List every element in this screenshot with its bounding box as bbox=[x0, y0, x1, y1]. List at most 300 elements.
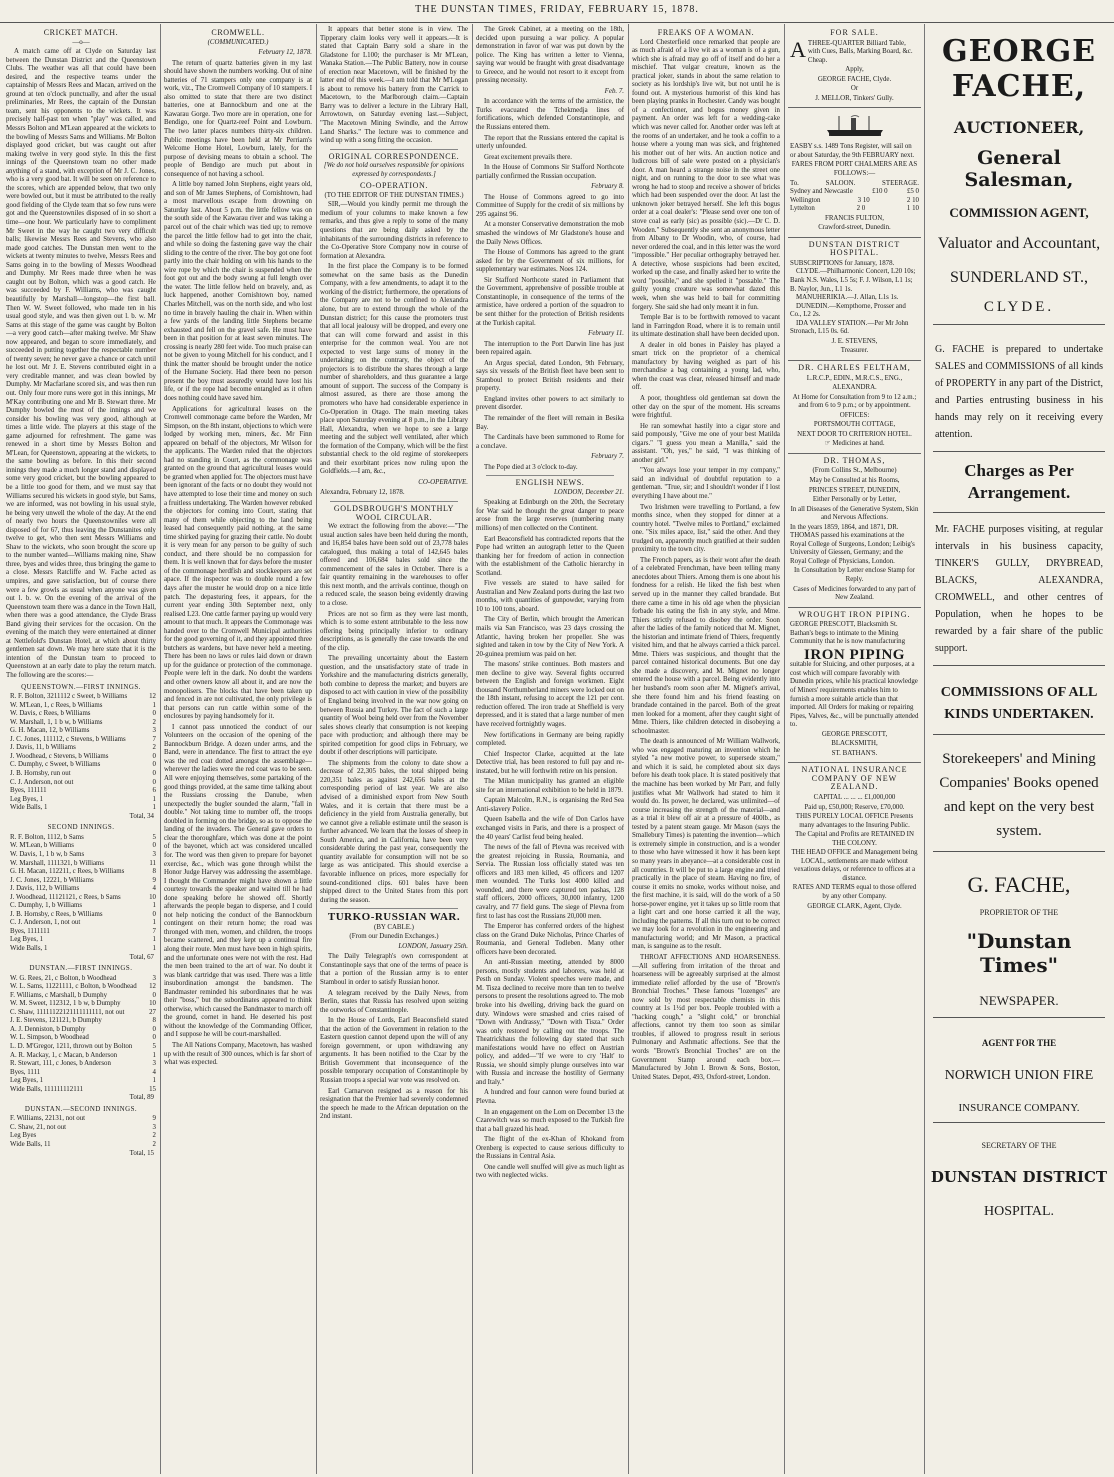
score-row bbox=[6, 1043, 156, 1052]
paragraph: The All Nations Company, Macetown, has washed up with the result of 300 ounces, which is far short of what was expected. bbox=[164, 1041, 312, 1067]
paragraph: Lord Chesterfield once remarked that people are as much afraid of a live wit as a woman is of a gun, which she is afraid may go off of itself and do her a mischief. That vulgar creature, known as the practical joker, stands in about the same relation to society as his lordship's live wit, but not until he is found out. A mysterious humorist of this kind has been playing pranks in Rochester. Candy was bought of a confectioner, and bogus money given in payment. An order was left for a wedding-cake which was never called for. Another order was left at the rooms of an undertaker, and he took a coffin to a house where a young man was sick, and frightened his mother out of her wits. An auction notice and ludicrous bill of sale were posted on a physician's door. A man heard a strange noise in the street one night, and on running to the door to see what was wrong he had to stoop and receive a shower of bricks which had been suspended over the door. At last the unknown joker betrayed herself. She left this bogus order at a coal dealer's: "Please send over one ton of stove coal as early (sic) as possible (sic).—Dr C. D. Wooden." Subsequently she sent an anonymous letter from Albany to Dr Woodin, who, of course, had never ordered the coal, and in this letter was the word "impossible." Her peculiar orthography betrayed her. A detective, whose suspicions had been excited, worked up the case, and finally asked her to write the word "possible," and she spelled it "possable." The guilty young creature was somewhat dazed this week, when she was held to bail for committing forgery. She said she had only meant it in fun. bbox=[632, 38, 780, 311]
ad-text: In the years 1859, 1864, and 1871, DR. THOMAS passed his examinations at the Royal College of Surgeons, London; Leibig's University of Giessen, Germany; and the Royal College of Physicians, London. bbox=[790, 523, 915, 565]
innings-total: Total, 89 bbox=[129, 1094, 154, 1102]
runs: 5 bbox=[152, 833, 156, 841]
innings-heading: SECOND INNINGS. bbox=[47, 824, 115, 832]
score-row bbox=[6, 1077, 156, 1086]
runs: 1 bbox=[152, 795, 156, 803]
agent-address: Crawford-street, Dunedin. bbox=[818, 224, 891, 232]
runs: 10 bbox=[149, 893, 156, 901]
score-row bbox=[6, 902, 156, 911]
ad-headline: G. FACHE, bbox=[967, 872, 1071, 897]
runs: 1 bbox=[152, 701, 156, 709]
score-row bbox=[6, 936, 156, 945]
paragraph: In accordance with the terms of the armistice, the Turks evacuated the Tchekmedja lines of fortifications, which defended Constantinople, and the Russians entered them. bbox=[476, 98, 624, 132]
runs: 4 bbox=[152, 885, 156, 893]
batsman: Byes, 111111 bbox=[10, 787, 47, 795]
ad-text: OFFICES: bbox=[839, 411, 870, 419]
paragraph: The death is announced of Mr William Wallwork, who was engaged maturing an invention which he styled "a new motive power, to supersede steam," and which it is said, he completed about six days before his death took place. It is stated positively that the machine has been worked by Mr Parr, and fully justifies what Mr Wallwork had stated to him it would do. Its power, he declared, was unlimited—of course increasing the strength of the material—and as a trial it blew off air at a pressure of 400lb., as tested by a patent steam gauge. Mr Mason (says the Smallebury Times) is patenting the invention—which is extremely simple in construction, and is a wonder to those who have witnessed it how it has been kept so many years in abeyance—at a considerable cost in all countries. It will be put to a large engine and tried practically in the place of steam. Having no fire, of course it emits no smoke, works without noise, and the first machine, it is said, will do the work of a 50 horse-power engine, yet it takes up so little room that a light cart and one horse carried it all the way, including the patterns. If all this turn out to be correct we may look for a revolution in the engineering and manufacturing world; and Mr Mason, a practical man, is sanguine as to the result. bbox=[632, 738, 780, 951]
batsman: Leg Byes, 1 bbox=[10, 936, 44, 944]
article-body bbox=[320, 523, 468, 905]
batsman: C. J. Anderson, 1, not out bbox=[10, 919, 81, 927]
score-row bbox=[6, 719, 156, 728]
ad-text: NEWSPAPER. bbox=[979, 993, 1059, 1008]
ad-text: SECRETARY OF THE bbox=[981, 1141, 1057, 1150]
score-row bbox=[6, 928, 156, 937]
article-title: TURKO-RUSSIAN WAR. bbox=[327, 911, 461, 924]
batsman: Wide Balls, 1 bbox=[10, 804, 48, 812]
runs: 7 bbox=[152, 927, 156, 935]
paragraph: Two Irishmen were travelling to Portland, a few months since, when they stopped for dinner at a country hotel. "Twelve miles to Portland," exclaimed one. "Six miles apace, list," said the other. And they trudged on, apparently much gratified at their sudden proximity to the town city. bbox=[632, 503, 780, 554]
ad-text: INSURANCE COMPANY. bbox=[958, 1102, 1080, 1114]
column-rule bbox=[160, 24, 161, 1474]
batsman: R. F. Bolton, 3211112 c Sweet, b Williams bbox=[10, 693, 128, 701]
ad-text: May be Consulted at his Rooms, bbox=[809, 476, 900, 484]
innings-heading: DUNSTAN.—FIRST INNINGS. bbox=[29, 965, 133, 973]
paragraph: He ran somewhat hastily into a cigar store and said pompously, "Give me one of your best Matilda cigars." "I guess you mean a Manilla," said the assistant. "Oh, yes," he said, "I was thinking of another girl." bbox=[632, 422, 780, 464]
batsman: R. Stewart, 111, c Jones, b Anderson bbox=[10, 1060, 111, 1068]
batsman: C. J. Anderson, not out bbox=[10, 778, 74, 786]
ad-text: Paid up, £50,000; Reserve, £70,000. bbox=[804, 803, 905, 811]
score-row bbox=[6, 1026, 156, 1035]
batsman: Wide Balls, 1 bbox=[10, 944, 48, 952]
innings-block bbox=[6, 684, 156, 822]
article-source: (From our Dunedin Exchanges.) bbox=[349, 933, 439, 941]
score-row bbox=[6, 834, 156, 843]
subscription-item: IDA VALLEY STATION.—Per Mr John Stronach, L15 0s. 6d. bbox=[790, 319, 909, 336]
article-subtitle: (COMMUNICATED.) bbox=[207, 38, 269, 46]
batsman: J. E. Stevens, 121121, b Dumphy bbox=[10, 1017, 102, 1025]
batsman: Leg Byes bbox=[10, 1132, 37, 1140]
ad-iron-piping bbox=[788, 608, 921, 764]
paragraph: A poor, thoughtless old gentleman sat down the other day on the spur of the moment. His screams were frightful. bbox=[632, 394, 780, 420]
paragraph: Earl Beaconsfield has contradicted reports that the Pope had written an autograph letter to the Queen thanking her for freedom of action in connection with the establishment of the Catholic hierarchy in Scotland. bbox=[476, 535, 624, 577]
batsman: A. R. Mackay, 1, c Macan, b Anderson bbox=[10, 1051, 118, 1059]
fare-row bbox=[790, 197, 919, 206]
dateline: February 8. bbox=[591, 183, 624, 191]
article-body bbox=[476, 98, 624, 181]
paragraph: The House of Commons agreed to go into Committee of Supply for the credit of six millions by 295 against 96. bbox=[476, 193, 624, 218]
score-row bbox=[6, 727, 156, 736]
batsman: L. D. M'Gregor, 1211, thrown out by Bolton bbox=[10, 1042, 133, 1050]
score-row bbox=[6, 983, 156, 992]
pointing-hand-icon: ☞ bbox=[824, 440, 833, 448]
column-advertisements bbox=[788, 26, 921, 1471]
divider bbox=[933, 512, 1105, 513]
runs: 2 bbox=[152, 1132, 156, 1140]
runs: 1 bbox=[152, 936, 156, 944]
section-title: ORIGINAL CORRESPONDENCE. bbox=[328, 151, 460, 161]
batsman: J. Davis, 11, b Williams bbox=[10, 744, 76, 752]
paragraph: A little boy named John Stephens, eight years old, and son of Mr James Stephens, of Cornishtown, had a most marvellous escape from drowning on Saturday last. About 5 p.m. the little fellow was on the south side of the Kawarau river and was taking a parcel out of the chair which was tied up; to remove the parcel the little fellow had to get into the chair, and while so doing the fastening gave way the chair sliding to the centre of the river. The boy got one foot partly into the chair holding on with his hands to the wire rope by which the chair is suspended when the foot got out and the body swung at full length over the water. The little fellow held on bravely, and, as luck happened, another Cornishtown boy, named Charles Mitchell, was on the north side, and who lost no time in bravely hauling the chair in. When within a few yards of the landing little Stephens became exhausted and fell on the gravel safe. He must have been in that position for at least seven minutes. The crossing is nearly 280 feet wide. Too much praise can not be given to young Mitchell for his conduct, and I think the matter should be brought under the notice of the Humane Society. Had there been no person present the boy must assuredly would have lost his life, or if the rope had become entangled as it often does nothing could have saved him. bbox=[164, 181, 312, 402]
dateline: Feb. 7. bbox=[604, 87, 624, 95]
runs: 0 bbox=[152, 1025, 156, 1033]
score-row bbox=[6, 804, 156, 813]
divider bbox=[933, 734, 1105, 735]
paragraph: Five vessels are stated to have sailed for Australian and New Zealand ports during the last two months, with quantities of gunpowder, varying from 10 to 100 tons, aboard. bbox=[476, 580, 624, 613]
fare-cell: Wellington bbox=[790, 196, 821, 204]
fare-cell: 2 10 bbox=[906, 196, 919, 204]
runs: 12 bbox=[149, 983, 156, 991]
divider bbox=[933, 324, 1105, 325]
batsman: W. Davis, 1, 1 b w, b Sams bbox=[10, 850, 85, 858]
score-row bbox=[6, 761, 156, 770]
paragraph: The Pope died at 3 o'clock to-day. bbox=[484, 463, 578, 471]
score-row bbox=[6, 770, 156, 779]
paragraph: The Emperor has conferred orders of the highest class on the Grand Duke Nicholas, Prince Charles of Roumania, and General Todleben. Many other officers have been decorated. bbox=[476, 923, 624, 956]
fare-cell: SALOON. bbox=[825, 179, 856, 187]
article-title: GOLDSBROUGH'S MONTHLY WOOL CIRCULAR. bbox=[333, 503, 455, 522]
batsman: Byes, 1111 bbox=[10, 1068, 41, 1076]
runs: 1 bbox=[152, 902, 156, 910]
runs: 9 bbox=[152, 1115, 156, 1123]
paragraph: The Greek Cabinet, at a meeting on the 18th, decided upon pursuing a war policy. A popular demonstration in favor of war was put down by the police. The King has written a letter to Vienna, saying war would be fraught with great disadvantage to Greece, and he would not resort to it except from pressing necessity. bbox=[476, 26, 624, 85]
paragraph: Queen Isabella and the wife of Don Carlos have exchanged visits in Paris, and there is a prospect of the 40 years' Carlist feud being healed. bbox=[476, 816, 624, 841]
ad-headline: GEORGE FACHE, bbox=[941, 34, 1097, 104]
batsman: W. M'Lean, b Williams bbox=[10, 842, 74, 850]
runs: 12 bbox=[149, 693, 156, 701]
runs: 0 bbox=[152, 991, 156, 999]
article-body bbox=[164, 60, 312, 1068]
divider bbox=[330, 908, 458, 909]
ad-text: Medicines at hand. bbox=[832, 440, 885, 448]
letter-date: Alexandra, February 12, 1878. bbox=[320, 489, 405, 497]
runs: 0 bbox=[152, 778, 156, 786]
column-cricket bbox=[6, 26, 156, 1471]
runs: 15 bbox=[149, 1085, 156, 1093]
score-row bbox=[6, 1141, 156, 1150]
score-row bbox=[6, 1017, 156, 1026]
ad-text: EASBY s.s. 1489 Tons Register, will sail on or about Saturday, the 9th FEBRUARY next. bbox=[790, 143, 915, 159]
batsman: W. G. Rees, 21, c Bolton, b Woodhead bbox=[10, 974, 117, 982]
ad-text bbox=[790, 440, 919, 449]
subscription-item: CLYDE.—Philharmonic Concert, L20 10s; Bank N.S. Wales, L5 5s; F. J. Wilson, L1 1s; B. Naylor, Jun., L1 1s. bbox=[790, 268, 916, 293]
paragraph: Speaking at Edinburgh on the 20th, the Secretary for War said he thought the great danger to peace arose from the large reserves (numbering many millions) of men collected on the Continent. bbox=[476, 499, 624, 532]
score-row bbox=[6, 1069, 156, 1078]
ad-insurance bbox=[788, 763, 921, 915]
ad-text: PRINCES STREET, DUNEDIN, bbox=[808, 486, 901, 494]
score-row bbox=[6, 1034, 156, 1043]
ad-text: ST. BATHAN'S. bbox=[831, 749, 878, 757]
innings-total: Total, 34 bbox=[129, 812, 154, 820]
paragraph: The report that the Russians entered the capital is utterly unfounded. bbox=[476, 134, 624, 151]
runs: 3 bbox=[152, 850, 156, 858]
batsman: W. M. Sweet, 112312, 1 b w, b Dumphy bbox=[10, 1000, 121, 1008]
runs: 4 bbox=[152, 1068, 156, 1076]
batsman: F. Williams, 22131, not out bbox=[10, 1115, 86, 1123]
article-body bbox=[6, 48, 156, 680]
score-row bbox=[6, 796, 156, 805]
ad-text: The Capital and Profits are RETAINED IN THE COLONY. bbox=[795, 831, 914, 847]
score-row bbox=[6, 851, 156, 860]
batsman: F. Williams, c Marshall, b Dumphy bbox=[10, 991, 108, 999]
score-row bbox=[6, 1086, 156, 1095]
score-row bbox=[6, 919, 156, 928]
paragraph: SIR,—Would you kindly permit me through the medium of your columns to make known a few remarks, and thus give a reply to some of the many questions that are being daily asked by the inhabitants of the surrounding districts in reference to the Co-Operative Store Company now in course of formation at Alexandra. bbox=[320, 201, 468, 260]
batsman: W. Marshall, 1, 1 b w, b Williams bbox=[10, 718, 103, 726]
paragraph: New fortifications in Germany are being rapidly completed. bbox=[476, 731, 624, 748]
ad-text: J. E. STEVENS, bbox=[831, 337, 878, 345]
letter-title: CO-OPERATION. bbox=[359, 181, 429, 191]
paragraph: The House of Commons has agreed to the grant asked for by the Government of six millions, for supplementary war estimates. Noes 124. bbox=[476, 249, 624, 274]
batsman: G. H. Macan, 12, b Williams bbox=[10, 727, 90, 735]
score-row bbox=[6, 1132, 156, 1141]
paragraph: It appears that better stone is in view. The Tipperary claim looks very well it appears.—It is stated that Captain Barry sold a share in the Gladstone for L100; the purchaser is Mr M'Lean, Wanaka Station.—The Public Battery, now in course of erection near Macetown, will be finished by the latter end of this week.—I am told that Mr M'Logan is about to remove his battery from the Carrick to Macetown, to the Marlborough claim.—Captain Barry was to deliver a lecture in the Library Hall, Arrowtown, on Saturday evening last.—Subject, "The Macetown Mining Swindle, and the Arrow Land Sharks." The lecture was to commence and wind up with a song fitting the occasion. bbox=[320, 26, 468, 145]
fare-cell: 1 10 bbox=[906, 205, 919, 213]
paragraph: THROAT AFFECTIONS AND HOARSENESS.—All suffering from irritation of the throat and hoarseness will be agreeably surprised at the almost immediate relief afforded by the use of "Brown's Bronchial Troches." These famous "lozenges" are now sold by most respectable chemists in this country at 1s 1½d per box. People troubled with a "hacking cough," a "slight cold," or bronchial affections, cannot try them too soon as similar troubles, if allowed to progress result in serious Pulmonary and Asthmatic affections. See that the words "Brown's Bronchial Troches" are on the Government Stamp around each box.—Manufactured by John I. Brown & Sons, Boston, United States. Depot, 493, Oxford-street, London. bbox=[632, 953, 780, 1081]
letter-address: (TO THE EDITOR OF THE DUNSTAN TIMES.) bbox=[324, 191, 464, 199]
ad-text: DUNSTAN DISTRICT bbox=[930, 1168, 1108, 1186]
divider bbox=[933, 665, 1105, 666]
score-row bbox=[6, 877, 156, 886]
divider bbox=[933, 1122, 1105, 1123]
paragraph: The Daily Telegraph's own correspondent at Constantinople says that one of the terms of peace is that a portion of the Russian army is to enter Stamboul in order to satisfy Russian honor. bbox=[320, 953, 468, 986]
paragraph: A telegram received by the Daily News, from Berlin, states that Russia has resolved upon seizing the outworks of Constantinople. bbox=[320, 989, 468, 1014]
batsman: Leg Byes, 1 bbox=[10, 1077, 44, 1085]
ad-text: SUBSCRIPTIONS for January, 1878. bbox=[790, 259, 895, 267]
ad-town: CLYDE. bbox=[983, 299, 1055, 315]
fare-cell: £10 0 bbox=[872, 188, 888, 196]
steamship-icon bbox=[825, 114, 885, 140]
score-row bbox=[6, 911, 156, 920]
runs: 7 bbox=[152, 735, 156, 743]
runs: 2 bbox=[152, 744, 156, 752]
ad-text: ALEXANDRA. bbox=[832, 384, 877, 392]
paragraph: A dealer in old bones in Paisley has played a smart trick on the proprietor of a chemical manufactory by having weighed as part of his merchandise a bag containing a young lad, who, when the coast was clear, released himself and made off. bbox=[632, 341, 780, 392]
runs: 0 bbox=[152, 842, 156, 850]
ad-text: GEORGE CLARK, Agent, Clyde. bbox=[807, 902, 902, 910]
ad-text: At Home for Consultation from 9 to 12 a.m.; and from 6 to 9 p.m.; or by appointment. bbox=[792, 393, 917, 410]
ad-text: BLACKSMITH, bbox=[831, 740, 878, 748]
batsman: Wide Balls, 111111112111 bbox=[10, 1085, 84, 1093]
batsman: W. Davis, c Rees, b Williams bbox=[10, 710, 91, 718]
batsman: Wide Balls, 11 bbox=[10, 1141, 51, 1148]
divider bbox=[933, 451, 1105, 452]
paragraph: We extract the following from the above:—"The usual auction sales have been held during the month, and 16,854 bales have been sold out of 23,778 bales catalogued, thus making a total of 142,645 bales offered and 106,684 bales sold since the commencement of the sales in October. There is a fair quantity remaining in the warehouses to offer this next month, and the arrivals continue, though on a reduced scale, the season being evidently drawing to a close. bbox=[320, 523, 468, 607]
ad-text: Apply, bbox=[845, 66, 864, 74]
ad-george-fache bbox=[929, 26, 1109, 1471]
paragraph: Sir Stafford Northcote stated in Parliament that the Government, apprehensive of possible trouble at Constantinople, in consequence of the terms of the armistice, have ordered a portion of the squadron to be sent thither for the protection of British residents at the Turkish capital. bbox=[476, 276, 624, 327]
ad-role: AUCTIONEER, bbox=[953, 118, 1085, 137]
paragraph: The news of the fall of Plevna was received with the greatest rejoicing in Russia, Roumania, and Servia. The Russian loss officially stated was ten officers and 183 men killed, 45 officers and 1207 men wounded. The Turks lost 4000 killed and wounded, and there were captured ten pashas, 128 staff officers, 2000 officers, 30,000 infantry, 1200 cavalry, and 77 field guns. The siege of Plevna from first to last has cost the Russians 20,000 men. bbox=[476, 844, 624, 920]
innings-heading: DUNSTAN.—SECOND INNINGS. bbox=[24, 1105, 138, 1113]
score-row bbox=[6, 744, 156, 753]
score-row bbox=[6, 1000, 156, 1009]
score-row bbox=[6, 945, 156, 954]
paragraph: The shipments from the colony to date show a decrease of 22,305 bales, the total shipped being 220,351 bales as against 242,656 bales at the corresponding period of last year. We are also advised of a diminished export from New South Wales, and it is certain that there must be a deficiency in the yield from Australia generally, but we cannot give a reliable estimate until the season is further advanced. We learn that the losses of sheep in South America, and in California, have been very considerable during the past year, consequently the quantity available for consumption will not be so large as was anticipated. This should exercise a favorable influence on prices, more especially for sound-conditioned clips. 601 bales have been shipped direct to the United States from this port during the season. bbox=[320, 759, 468, 904]
runs: 3 bbox=[152, 1060, 156, 1068]
fare-cell: To. bbox=[790, 179, 799, 187]
ad-title: FOR SALE. bbox=[830, 28, 879, 37]
batsman: C. Dumphy, 1, b Williams bbox=[10, 902, 83, 910]
fare-cell: 2 0 bbox=[856, 205, 866, 213]
score-row bbox=[6, 885, 156, 894]
dateline: February 12, 1878. bbox=[258, 49, 312, 57]
runs: 0 bbox=[152, 761, 156, 769]
paragraph: England invites other powers to act similarly to prevent disorder. bbox=[476, 395, 624, 412]
ad-shipping bbox=[788, 108, 921, 237]
ad-text: In all Diseases of the Generative System, Skin and Nervous Affections. bbox=[790, 505, 919, 522]
innings-block bbox=[6, 824, 156, 962]
ad-text: PORTSMOUTH COTTAGE, bbox=[813, 421, 896, 429]
ad-title: DR. THOMAS, bbox=[823, 455, 886, 465]
paragraph: The interruption to the Port Darwin line has just been repaired again. bbox=[476, 340, 624, 357]
runs: 0 bbox=[152, 710, 156, 718]
paragraph: The flight of the ex-Khan of Khokand from Orenberg is expected to cause serious difficulty to the Russians in Central Asia. bbox=[476, 1136, 624, 1161]
batsman: J. B. Hornsby, run out bbox=[10, 770, 71, 778]
article-title: FREAKS OF A WOMAN. bbox=[657, 28, 755, 37]
runs: 8 bbox=[152, 1017, 156, 1025]
paragraph: The Milan municipality has granted an eligible site for an international exhibition to be held in 1879. bbox=[476, 778, 624, 794]
score-row bbox=[6, 1009, 156, 1018]
fares-title: FARES FROM PORT CHALMERS ARE AS FOLLOWS:— bbox=[791, 161, 918, 178]
score-row bbox=[6, 842, 156, 851]
article-body bbox=[476, 194, 624, 328]
batsman: A. J. Denniston, b Dumphy bbox=[10, 1025, 86, 1033]
runs: 1 bbox=[152, 919, 156, 927]
subscription-list bbox=[790, 268, 919, 336]
batsman: J. Davis, 112, b Williams bbox=[10, 885, 80, 893]
ad-text: Cases of Medicines forwarded to any part of New Zealand. bbox=[793, 585, 916, 602]
paragraph: The City of Berlin, which brought the American mails via San Francisco, was 23 days crossing the Atlantic, having broken her propeller. She was sighted and taken in tow by the City of New York. A 20-guinea premium was paid on her. bbox=[476, 616, 624, 658]
divider bbox=[330, 149, 458, 150]
paragraph: Earl Carnarvon resigned as a reason for his resignation that the Premier had severely condemned the speech he made to the African deputation on the 2nd instant. bbox=[320, 1087, 468, 1121]
ad-text: Mr. FACHE purposes visiting, at regular intervals in his business capacity, TINKER'S GULLY, DRYBREAD, BLACKS, ALEXANDRA, CROMWELL, and other centres of Population, when he hopes to be rewarded by a fair share of the public support. bbox=[935, 524, 1103, 654]
runs: 0 bbox=[152, 752, 156, 760]
score-row bbox=[6, 702, 156, 711]
runs: 6 bbox=[152, 787, 156, 795]
ad-hospital bbox=[788, 238, 921, 361]
article-body bbox=[476, 499, 624, 1181]
ad-text: J. MELLOR, Tinkers' Gully. bbox=[815, 94, 894, 102]
batsman: Byes, 1111111 bbox=[10, 927, 50, 935]
runs: 27 bbox=[149, 1008, 156, 1016]
fare-cell: Sydney and Newcastle bbox=[790, 188, 853, 196]
column-news bbox=[476, 26, 624, 1471]
paragraph: A match came off at Clyde on Saturday last between the Dunstan District and the Queenstown Clubs. The weather was all that could have been desired, and the respective teams under the captainship of Messrs Rees and Macan, arrived on the ground at ten o'clock punctually, and after the usual preliminaries, Mr Rees, the captain of the Dunstan team, sent his opponents to the wickets. It was precisely half-past ten when "play" was called, and Messrs Bolton and M'Lean appeared at the wickets to the bowling of Messrs Sams and Williams. Mr Bolton displayed good cricket, but was caught out after making twelve in very good style. In this the first innings of the Queenstown team no other made anything of a stand, with exception of Mr J. C. Jones, who is a very good bat. It will be seen on reference to the scores, which are appended below, that two only were bowled out, but it must be attributed to the really good fielding of the Clyde team that so few runs were got and the Queenstowniles disposed of in so short a time—one hour. We particularly have to compliment Mr Sweet in the way he caught two very difficult balls; likewise Messrs Rees and Stevens, who also made good catches. The Dunstan men went to the wickets at twenty minutes to twelve, Messrs Rees and Sams going in to the bowling of Messrs Woodhead and Dumphy. Mr Rees made three when he was caught out by Bolton, which was a good catch. He was succeeded by F. Williams, who was caught beautifully by Marshall—longstop—the first ball. Then W. W. Sweet followed, who made ten in his usual good style, and was then given out l. b. w. Mr Sams at this stage of the game was caught by Bolton—a very good catch—after making twelve. Mr Shaw now appeared, and began to score immediately, and succeeded in putting together the respectable number of twenty seven; he never gave a chance or catch until he lost out. Mr J. E. Stevens contributed eight in a very creditable manner, and was clean bowled by Dumphy. Mr Macfarlane scored six, and was then run out. Only four more runs were got in this innings, Mr M'Kay contributing one and Mr B. Stewart three. Mr Dumphy bowled the most of the innings and we consider his bowling was very good, although at times a little wide. The players at this stage of the game adjourned for refreshment. The game was renewed in a short time by Messrs Bolton and M'Lean, for Queenstown, appearing at the wickets, to the same bowling as before. In this their second innings they made a much longer stand and displayed some very good cricket, but the bowling appeared to be a little too good for them, and we must say that Williams secured his wickets in good style, but Sams, we are informed, was not bowling in his usual style, he being very unwell the whole of the day. At the end of nearly two hours the Queenstowniles were all disposed of for 67, thus leaving the Dunstanites only twelve to get, who then sent Messrs Williams and Shaw to the wickets, who soon brought the score up to the number wanted—Williams making nine, Shaw three, byes and wides three, thus bringing the game to a close. Messrs Ratcliffe and W. Fache acted as umpires, and gave satisfaction, but of course there were a few growls as usual when anyone was given out l. b. w. On the evening of the arrival of the Queenstown team there was a dance in the Town Hall, when there was a good attendance, the Clyde Brass Band giving their services for the occasion. On the evening of the match they were entertained at dinner at Nettlefold's Dunstan Hotel, at which about thirty gentlemen sat down. We may here state that it is the intention of the Dunstan team to proceed to Queenstown at an early date to play the return match. The following are the scores:— bbox=[6, 48, 156, 680]
drop-capital: A bbox=[790, 36, 806, 62]
ad-title: DR. CHARLES FELTHAM, bbox=[798, 362, 911, 372]
batsman: J. B. Hornsby, c Rees, b Williams bbox=[10, 910, 103, 918]
column-correspondence bbox=[320, 26, 468, 1471]
article-subtitle: (BY CABLE.) bbox=[374, 923, 414, 931]
paragraph: The remainder of the fleet will remain in Besika Bay. bbox=[476, 414, 624, 431]
paragraph: "You always lose your temper in my company," said an individual of doubtful reputation to a gentleman. "True, sir; and I shouldn't wonder if I lost everything I have about me." bbox=[632, 467, 780, 500]
runs: 1 bbox=[152, 804, 156, 812]
runs: 1 bbox=[152, 1077, 156, 1085]
ad-text: HOSPITAL. bbox=[983, 1204, 1055, 1219]
dateline: LONDON, December 21. bbox=[553, 488, 624, 496]
dateline: LONDON, January 25th. bbox=[398, 942, 468, 950]
batsman: J. C. Jones, 111112, c Stevens, b Williams bbox=[10, 735, 126, 743]
runs: 2 bbox=[152, 1141, 156, 1148]
batsman: C. Shaw, 21, not out bbox=[10, 1123, 67, 1131]
ad-role: General Salesman, bbox=[964, 147, 1074, 191]
paragraph: The return of quartz batteries given in my last should have shown the numbers working. Out of nine batteries of 71 stampers only one company is at work, viz., The Cromwell Company of 10 stampers. I also omitted to state that there are two distinct batteries, one at Bannockburn and one at the Kawarau Gorge. Two more are in operation, one for Bendigo, one for Quartz-reef Point and Lowburn. The two latter places numbers thirty-six children. Public meetings have been held at Mr Perriam's Welcome Home Hotel, Lowburn, lately, for the purpose of devising means to obtain a school. The people of Bendigo are much put about in consequence of not having a school. bbox=[164, 59, 312, 178]
newspaper-name: "Dunstan Times" bbox=[966, 929, 1072, 977]
letter-body bbox=[320, 201, 468, 477]
divider: —o— bbox=[72, 38, 90, 46]
subscription-item: MANUHERIKIA.—J. Allan, L1s 1s. bbox=[796, 294, 899, 302]
fare-cell: 3 10 bbox=[857, 196, 870, 204]
paragraph: Great excitement prevails there. bbox=[484, 153, 573, 161]
paragraph: Temple Bar is to be forthwith removed to vacant land in Farringdon Road, where it is to remain until its ultimate destination shall have been decided upon. bbox=[632, 314, 780, 339]
ad-role: COMMISSION AGENT, bbox=[949, 205, 1089, 220]
batsman: W. M'Lean, 1, c Rees, b Williams bbox=[10, 701, 103, 709]
column-rule bbox=[628, 24, 629, 1474]
batsman: C. Shaw, 11111122121111111111, not out bbox=[10, 1008, 125, 1016]
ad-text: THREE-QUARTER Billiard Table, with Cues, Balls, Marking Board, &c. Cheap. bbox=[807, 39, 913, 64]
innings-total: Total, 15 bbox=[129, 1149, 154, 1157]
column-rule bbox=[784, 24, 785, 1474]
runs: 10 bbox=[149, 1000, 156, 1008]
ad-text: THE HEAD OFFICE and Management being LOCAL, settlements are made without vexatious delays, or reference to offices at a distance. bbox=[791, 849, 918, 882]
score-row bbox=[6, 1115, 156, 1124]
runs: 0 bbox=[152, 1034, 156, 1042]
masthead-line bbox=[0, 0, 1114, 23]
fares-table bbox=[790, 180, 919, 214]
batsman: Leg Byes, 1 bbox=[10, 795, 44, 803]
editorial-note: [We do not hold ourselves responsible for opinions expressed by correspondents.] bbox=[323, 162, 465, 178]
batsman: J. Woodhead, 11121121, c Rees, b Sams bbox=[10, 893, 121, 901]
ad-text: GEORGE PRESCOTT, bbox=[821, 730, 888, 738]
article-title: CRICKET MATCH. bbox=[43, 28, 119, 37]
article-body bbox=[476, 341, 624, 452]
innings-block bbox=[6, 1106, 156, 1158]
ad-for-sale bbox=[788, 26, 921, 108]
subscription-item: DUNEDIN.—Kempthorne, Prosser and Co., L2 2s. bbox=[790, 302, 906, 319]
article-body bbox=[632, 39, 780, 1083]
ad-text: Or bbox=[850, 85, 859, 93]
paragraph: Captain Malcolm, R.N., is organising the Red Sea Anti-slavery Police. bbox=[476, 797, 624, 813]
batsman: J. Woodhead, c Stevens, b Williams bbox=[10, 752, 109, 760]
batsman: G. H. Macan, 112211, c Rees, b Williams bbox=[10, 868, 125, 876]
paragraph: In the House of Commons Sir Stafford Northcote partially confirmed the Russian occupation. bbox=[476, 164, 624, 180]
column-rule bbox=[924, 24, 925, 1474]
agent-name: FRANCIS FULTON, bbox=[825, 214, 884, 222]
ad-text: NEXT DOOR TO CRITERION HOTEL. bbox=[797, 430, 912, 438]
paragraph: Applications for agricultural leases on the Cromwell commonage came before the Warden, Mr Simpson, on the 8th instant, objections to which were lodged by working men, miners, &c. Mr Finn appeared on behalf of the objectors, Mr Wilson for the applicants. The Warden ruled that the objectors had no standing in Court, as the commonage was granted on the ground that agricultural leases would be granted when applied for. The objectors must have been ignorant of the facts or no doubt they would not have attempted to lose their time and money on such a fruitless undertaking. The Warden however rebuked the objectors for coming into Court, stating that many of them while objecting to the land being leased had consequently paid nothing, at the same time shirked paying for grazing their cattle. No doubt it is very mean for any person to be guilty of such conduct, and there should be no compassion for them. It is well known that for days before the muster of the commonage herdfish and stockkeepers are set apace. If the inspector was to double round a few days after the muster he would drop on a nice little patch. The depasturing fees, it appears, for the current year ending 30th September next, only realised L23. One cattle farmer paying up would very amount to that much. It appears the Commonage was handed over to the Cromwell Municipal authorities for the good governing of it, and they appointed three butchers as wardens, but have never held a meeting. There has been no laws or rules laid down or drawn up for the guidance or protection of the commonage. People were left in the dark. No doubt the wardens and other owners know all about it, and are now the monopolisers. The blocks that have been taken up and fenced in are not cultivated, the only privilege is that persons can run cattle within some of the enclosures by paying handsomely for it. bbox=[164, 405, 312, 721]
column-rule bbox=[472, 24, 473, 1474]
runs: 1 bbox=[152, 1051, 156, 1059]
ad-text: CAPITAL ... ... ... £1,000,000 bbox=[813, 794, 896, 802]
score-row bbox=[6, 710, 156, 719]
score-row bbox=[6, 868, 156, 877]
paragraph: I cannot pass unnoticed the conduct of our Volunteers on the occasion of the opening of the Bannockburn Bridge. A dozen under arms, and the Band, were in attendance. The first to attract the eye was the red coat dotted amongst the assemblage—wherever the ladies were the red coat was to be seen. All were enjoying themselves, some partaking of the good things provided, at the same time talking about the Russians crossing the Danube, when unexpectedly the bugler sounded the alarm, "fall in double." Not taking time to number off, the troops doubled in forming on the bridge, so as to oppose the landing of the invaders. The General gave orders to clear the thoroughfare, which was done at the point of the bayonet, which act was considered uncalled for. The word was then given to prepare for bayonet exercise, &c., which was gone through whilst the Honor Judge Harvey was addressing the assemblage. I thought the Commander might have shown a little courtesy towards the speaker and waited till he had done speaking before he showed off. Shortly afterwards the people began to disperse, and I could not help noticing the conduct of the Bannockburn contingent on their return home; the road was thronged with men, women, and children, the troops became scattered, and they kept up a continual fire along their route. Men must have been in high spirits, and the unfortunate ones were not with the rest. Had the men been trained to the art of war. No doubt it was blank cartridge that was used. There was a little insubordination amongst the bandsmen. The Bandmaster reminded his subordinates that he was their "boss," but the subordinates appeared to think otherwise, which caused the Bandmaster to march off the ground, cornet in hand. He deserted his post without the knowledge of the Commanding Officer, and I suppose he will be court-marshalled. bbox=[164, 723, 312, 1039]
paragraph: Prices are not so firm as they were last month, which is to some extent attributable to the less now offering being principally inferior to ordinary descriptions, as is generally the case towards the end of the clip. bbox=[320, 610, 468, 652]
runs: 3 bbox=[152, 1123, 156, 1131]
paragraph: The masons' strike continues. Both masters and men decline to give way. Several fights occurred between the English and foreign workmen. Eight thousand Northumberland miners were locked out on the 18th instant, refusing to accept the 121 per cent. reduction offered. The iron trade at Sheffield is very depressed, and it is stated that a large number of men have received fortnightly wages. bbox=[476, 661, 624, 729]
innings-heading: QUEENSTOWN.—FIRST INNINGS. bbox=[21, 683, 141, 691]
batsman: R. F. Bolton, 1112, b Sams bbox=[10, 833, 84, 841]
runs: 8 bbox=[152, 868, 156, 876]
article-title: ENGLISH NEWS. bbox=[515, 478, 585, 488]
paragraph: An Argus special, dated London, 9th February, says six vessels of the British fleet have been sent to Stamboul to protect British residents and their property. bbox=[476, 359, 624, 393]
column-cromwell bbox=[164, 26, 312, 1471]
letter-signature: CO-OPERATIVE. bbox=[418, 478, 468, 486]
runs: 5 bbox=[152, 1042, 156, 1050]
ad-text: PROPRIETOR OF THE bbox=[979, 908, 1059, 917]
ad-text: Treasurer. bbox=[840, 347, 869, 355]
ad-text: RATES AND TERMS equal to those offered by any other Company. bbox=[792, 884, 917, 901]
score-row bbox=[6, 1060, 156, 1069]
dateline: February 11. bbox=[588, 330, 624, 338]
score-row bbox=[6, 894, 156, 903]
paragraph: The French papers, as is their wont after the death of a celebrated Frenchman, have been telling many anecdotes about Thiers. Among them is one about his fondness for a relish. He liked the fish best when served up in the manner they called brandade. But there came a time in his old age when the physician forbade his eating the fish in any style, and Mme. Thiers strictly refused to disobey the order. Soon after the ladies of the family noticed that M. Mignet, the historian and intimate friend of Thiers, frequently visited him, and that he always carried a thick parcel. Mme. Thiers was suspicious, and thought that the parcel contained historical documents. But one day she made a discovery, and M. Mignet no longer entered the house with a parcel. Being evidently into her husband's room soon after M. Mignet's arrival, she there found him and his friend feasting on brandade contained in the parcel. Both of the great men looked for a moment, after they caught sight of Mme. Thiers, like children detected in disobeying a schoolmaster. bbox=[632, 556, 780, 735]
ad-text: THIS PURELY LOCAL OFFICE Presents many advantages to the Insuring Public. bbox=[795, 813, 914, 829]
fare-row bbox=[790, 188, 919, 197]
ad-dr-feltham bbox=[788, 361, 921, 454]
